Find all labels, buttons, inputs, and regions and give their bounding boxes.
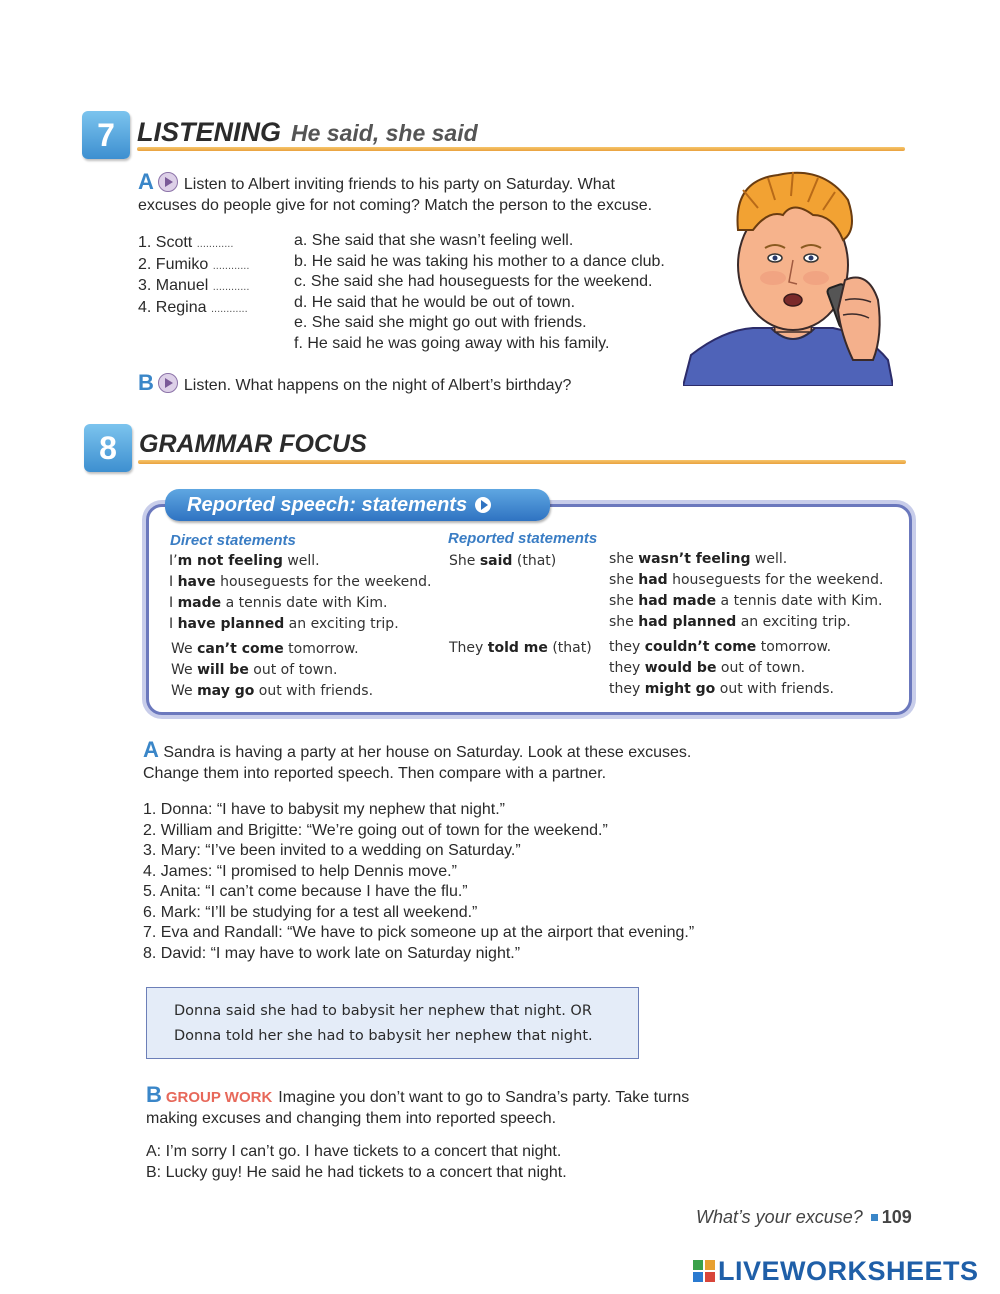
answer-blank[interactable]: ............ <box>196 238 234 250</box>
example-box <box>146 987 639 1059</box>
part-b-letter: B <box>146 1082 162 1107</box>
list-item: f. He said he was going away with his family. <box>294 334 610 352</box>
part-a-instruction-line1: Listen to Albert inviting friends to his party on Saturday. What <box>183 176 615 193</box>
listening-part-b <box>138 372 571 396</box>
grammar-part-a <box>143 739 691 784</box>
part-a-letter: A <box>143 737 159 762</box>
direct-statements-heading: Direct statements <box>170 532 296 549</box>
listening-subtitle: He said, she said <box>291 120 478 146</box>
list-item: 7. Eva and Randall: “We have to pick someone up at the airport that evening.” <box>143 924 695 941</box>
reported-statement: they might go out with friends. <box>609 681 834 697</box>
list-item: 4. James: “I promised to help Dennis move.” <box>143 862 457 880</box>
reported-statement: they couldn’t come tomorrow. <box>609 639 832 655</box>
page-number: 109 <box>881 1207 912 1227</box>
people-list <box>138 233 249 319</box>
answer-blank[interactable]: ............ <box>210 302 248 315</box>
dialogue <box>146 1141 567 1183</box>
list-item: 1. Donna: “I have to babysit my nephew that night.” <box>143 801 505 818</box>
liveworksheets-icon <box>693 1260 715 1282</box>
direct-statement: I’m not feeling well. <box>169 553 320 569</box>
part-a-instruction-line1: Sandra is having a party at her house on Saturday. Look at these excuses. <box>163 744 692 761</box>
reported-statement: she had planned an exciting trip. <box>609 614 851 630</box>
direct-statement: We can’t come tomorrow. <box>171 641 359 657</box>
reported-statement: she had made a tennis date with Kim. <box>609 593 883 609</box>
section-7-rule <box>137 147 905 151</box>
list-item: 5. Anita: “I can’t come because I have the flu.” <box>143 883 468 900</box>
direct-statement: We will be out of town. <box>171 662 338 678</box>
section-8-number: 8 <box>84 424 132 472</box>
part-b-instruction-line2: making excuses and changing them into reported speech. <box>146 1110 557 1127</box>
list-item: 8. David: “I may have to work late on Saturday night.” <box>143 944 521 962</box>
part-a-instruction-line2: Change them into reported speech. Then compare with a partner. <box>143 765 607 782</box>
part-b-instruction: Listen. What happens on the night of Albert’s birthday? <box>183 377 572 394</box>
list-item: d. He said that he would be out of town. <box>294 293 576 311</box>
section-7-number: 7 <box>82 111 130 159</box>
part-a-instruction-line2: excuses do people give for not coming? Match the person to the excuse. <box>138 197 653 214</box>
section-8-rule <box>138 460 906 464</box>
list-item: a. She said that she wasn’t feeling well. <box>294 232 574 249</box>
example-line2: Donna told her she had to babysit her nephew that night. <box>174 1028 593 1044</box>
dialogue-line-b: B: Lucky guy! He said he had tickets to a concert that night. <box>146 1164 567 1181</box>
group-work-tag: GROUP WORK <box>165 1089 273 1106</box>
direct-statement: We may go out with friends. <box>171 683 374 699</box>
list-item: 2. William and Brigitte: “We’re going out of town for the weekend.” <box>143 821 608 839</box>
part-b-letter: B <box>138 370 154 395</box>
part-a-letter: A <box>138 169 154 194</box>
list-item: 3. Mary: “I’ve been invited to a wedding on Saturday.” <box>143 842 521 859</box>
direct-statement: I made a tennis date with Kim. <box>169 595 388 611</box>
audio-play-icon[interactable] <box>158 172 178 192</box>
list-item: e. She said she might go out with friends. <box>294 314 587 331</box>
list-item: 1. Scott ............ <box>138 234 234 251</box>
reported-statements-heading: Reported statements <box>448 530 598 547</box>
square-bullet-icon <box>871 1214 878 1221</box>
section-7-title <box>137 117 478 148</box>
reported-statement: she wasn’t feeling well. <box>609 551 788 567</box>
list-item: 4. Regina ............ <box>138 298 248 316</box>
liveworksheets-logo <box>693 1256 979 1287</box>
man-on-phone-illustration <box>683 160 893 386</box>
listening-part-a <box>138 171 698 216</box>
list-item: 3. Manuel ............ <box>138 277 250 294</box>
reported-statement: they would be out of town. <box>609 660 806 676</box>
reported-statement: she had houseguests for the weekend. <box>609 572 884 588</box>
list-item: b. He said he was taking his mother to a dance club. <box>294 252 665 270</box>
list-item: 2. Fumiko ............ <box>138 255 250 273</box>
answer-blank[interactable]: ............ <box>212 259 250 272</box>
section-8-title: GRAMMAR FOCUS <box>139 430 367 458</box>
part-b-instruction-line1: Imagine you don’t want to go to Sandra’s party. Take turns <box>278 1089 690 1106</box>
excuse-list <box>143 800 694 964</box>
direct-statement: I have houseguests for the weekend. <box>169 574 432 590</box>
listening-heading: LISTENING <box>137 117 282 147</box>
audio-play-icon[interactable] <box>158 373 178 393</box>
watermark-text: LIVEWORKSHEETS <box>718 1256 979 1286</box>
list-item: c. She said she had houseguests for the weekend. <box>294 273 653 290</box>
told-intro: They told me (that) <box>449 640 592 656</box>
page-footer <box>696 1207 912 1228</box>
grammar-part-b <box>146 1084 689 1129</box>
direct-statement: I have planned an exciting trip. <box>169 616 399 632</box>
excuse-options <box>294 231 665 354</box>
answer-blank[interactable]: ............ <box>212 281 250 293</box>
list-item: 6. Mark: “I’ll be studying for a test all weekend.” <box>143 903 478 921</box>
said-intro: She said (that) <box>449 553 557 569</box>
play-icon[interactable] <box>475 497 491 513</box>
example-line1: Donna said she had to babysit her nephew that night. OR <box>174 1003 592 1019</box>
unit-title: What’s your excuse? <box>696 1207 863 1227</box>
grammar-box-title: Reported speech: statements <box>165 489 550 521</box>
dialogue-line-a: A: I’m sorry I can’t go. I have tickets to a concert that night. <box>146 1143 562 1160</box>
